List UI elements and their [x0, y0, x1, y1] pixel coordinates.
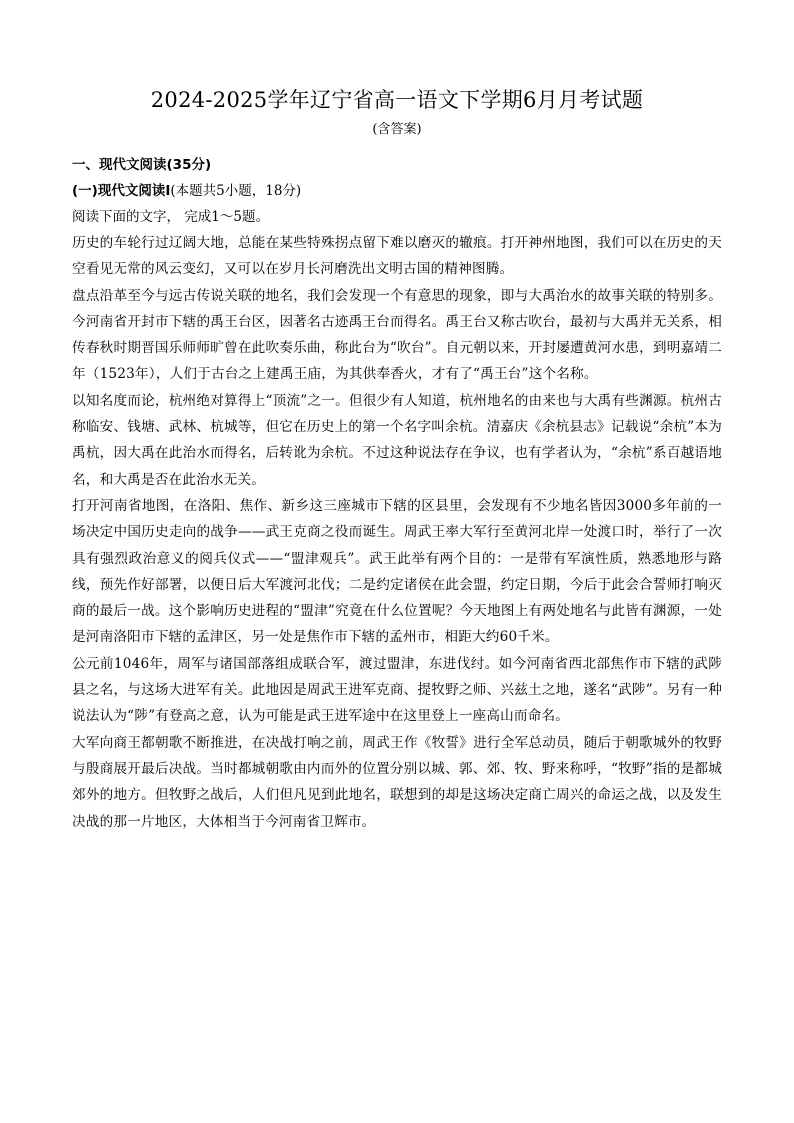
paragraph-5: 公元前1046年，周军与诸国部落组成联合军，渡过盟津，东进伐纣。如今河南省西北部焦作市下辖的武陟县之名，与这场大进军有关。此地因是周武王进军克商、提牧野之师、兴兹土之地，遂名“武陟”。另有一种说法认为“陟”有登高之意，认为可能是武王进军途中在这里登上一座高山而命名。 — [72, 655, 722, 725]
paragraph-6: 大军向商王都朝歌不断推进，在决战打响之前，周武王作《牧誓》进行全军总动员，随后于朝歌城外的牧野与殷商展开最后决战。当时都城朝歌由内而外的位置分别以城、郭、郊、牧、野来称呼，“牧野”指的是都城郊外的地方。但牧野之战后，人们但凡见到此地名，联想到的却是这场决定商亡周兴的命运之战，以及发生决战的那一片地区，大体相当于今河南省卫辉市。 — [72, 734, 722, 830]
sub-heading-note: (本题共5小题，18分) — [170, 183, 302, 199]
sub-heading-label: (一)现代文阅读Ⅰ — [72, 183, 171, 199]
paragraph-2: 盘点沿革至今与远古传说关联的地名，我们会发现一个有意思的现象，即与大禹治水的故事关联的特别多。今河南省开封市下辖的禹王台区，因著名古迹禹王台而得名。禹王台又称古吹台，最初与大禹并无关系，相传春秋时期晋国乐师师旷曾在此吹奏乐曲，称此台为“吹台”。自元朝以来，开封屡遭黄河水患，到明嘉靖二年（1523年），人们于古台之上建禹王庙，为其供奉香火，才有了“禹王台”这个名称。 — [72, 287, 722, 383]
sub-heading — [72, 178, 722, 204]
document-title: 2024-2025学年辽宁省高一语文下学期6月月考试题 — [150, 88, 644, 112]
paragraph-4: 打开河南省地图，在洛阳、焦作、新乡这三座城市下辖的区县里，会发现有不少地名皆因3000多年前的一场决定中国历史走向的战争——武王克商之役而诞生。周武王率大军行至黄河北岸一处渡口时，举行了一次具有强烈政治意义的阅兵仪式——“盟津观兵”。武王此举有两个目的：一是带有军演性质，熟悉地形与路线，预先作好部署，以便日后大军渡河北伐；二是约定诸侯在此会盟，约定日期，今后于此会合誓师打响灭商的最后一战。这个影响历史进程的“盟津”究竟在什么位置呢？今天地图上有两处地名与此皆有渊源，一处是河南洛阳市下辖的孟津区，另一处是焦作市下辖的孟州市，相距大约60千米。 — [72, 497, 722, 646]
paragraph-3: 以知名度而论，杭州绝对算得上“顶流”之一。但很少有人知道，杭州地名的由来也与大禹有些渊源。杭州古称临安、钱塘、武林、杭城等，但它在历史上的第一个名字叫余杭。清嘉庆《余杭县志》记载说“余杭”本为禹杭，因大禹在此治水而得名，后转讹为余杭。不过这种说法存在争议，也有学者认为，“余杭”系百越语地名，和大禹是否在此治水无关。 — [72, 392, 722, 488]
section-heading: 一、现代文阅读(35分) — [72, 157, 212, 173]
document-subtitle: (含答案) — [372, 122, 422, 137]
reading-instruction: 阅读下面的文字， 完成1～5题。 — [72, 209, 269, 225]
paragraph-1: 历史的车轮行过辽阔大地，总能在某些特殊拐点留下难以磨灭的辙痕。打开神州地图，我们可以在历史的天空看见无常的风云变幻，又可以在岁月长河磨洗出文明古国的精神图腾。 — [72, 235, 722, 278]
document-body — [72, 152, 722, 835]
